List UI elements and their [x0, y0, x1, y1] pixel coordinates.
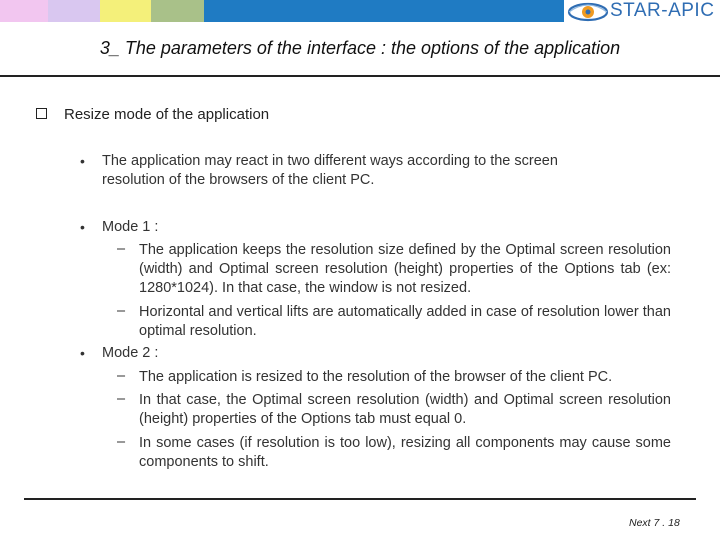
- bullet-dot-icon: •: [80, 153, 85, 169]
- section-heading: Resize mode of the application: [64, 106, 270, 123]
- dash-bullet-icon: –: [117, 391, 126, 407]
- bullet-text: The application may react in two different ways according to the screen resolution of the browsers of the client PC.: [102, 153, 558, 188]
- mode-2-item: The application is resized to the resolution of the browser of the client PC.: [139, 369, 613, 385]
- mode-1-item: The application keeps the resolution size defined by the Optimal screen resolution (width) and Optimal screen resolution (height) properties of the Options tab (ex: 1280*1024). In that case, the window is not resized.: [139, 242, 671, 296]
- logo-text: STAR-APIC: [610, 0, 715, 21]
- dash-bullet-icon: –: [117, 241, 126, 257]
- mode-1-item: Horizontal and vertical lifts are automatically added in case of resolution lower than optimal resolution.: [139, 304, 671, 339]
- page-number: Next 7 . 18: [629, 517, 680, 529]
- header-segment-lavender: [48, 0, 100, 22]
- footer-divider: [24, 498, 696, 500]
- star-apic-logo: [566, 0, 720, 24]
- mode-2-label: Mode 2 :: [102, 345, 159, 361]
- mode-2-item: In some cases (if resolution is too low), resizing all components may cause some components to shift.: [139, 435, 671, 470]
- dash-bullet-icon: –: [117, 368, 126, 384]
- header-segment-pink: [0, 0, 48, 22]
- mode-1-label: Mode 1 :: [102, 219, 159, 235]
- bullet-dot-icon: •: [80, 345, 85, 361]
- dash-bullet-icon: –: [117, 434, 126, 450]
- mode-2-item: In that case, the Optimal screen resolution (width) and Optimal screen resolution (height) properties of the Options tab must equal 0.: [139, 392, 671, 427]
- page-title: 3_ The parameters of the interface : the options of the application: [99, 38, 621, 58]
- bullet-dot-icon: •: [80, 219, 85, 235]
- square-bullet-icon: [36, 108, 47, 119]
- header-segment-yellow: [100, 0, 151, 22]
- header-segment-green: [151, 0, 204, 22]
- header-segment-blue: [204, 0, 564, 22]
- title-divider: [0, 75, 720, 77]
- eye-logo-icon: [566, 0, 610, 24]
- dash-bullet-icon: –: [117, 303, 126, 319]
